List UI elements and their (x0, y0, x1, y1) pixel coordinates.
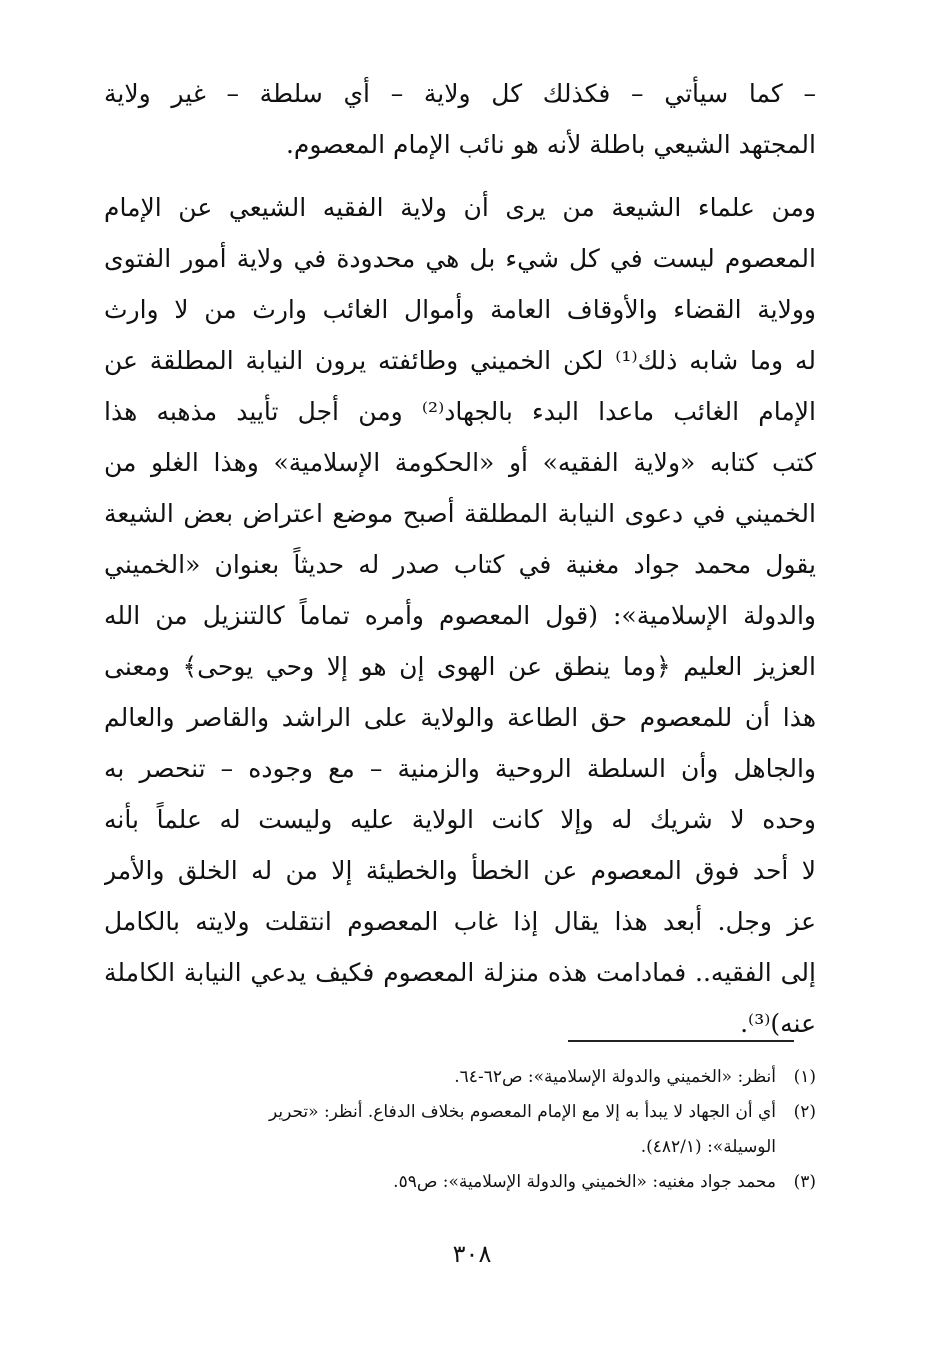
text-line: والجاهل وأن السلطة الروحية والزمنية – مع وجوده – تنحصر به (104, 754, 816, 783)
footnote-3 (104, 1165, 816, 1200)
text-line: له وما شابه ذلك⁽¹⁾ لكن الخميني وطائفته يرون النيابة المطلقة عن (104, 346, 816, 375)
footnote-2-continuation: الوسيلة»: (٤٨٢/١). (640, 1137, 776, 1157)
text-line: المعصوم ليست في كل شيء بل هي محدودة في ولاية أمور الفتوى (104, 244, 816, 273)
paragraph-2 (104, 182, 816, 1049)
footnote-1 (104, 1060, 816, 1095)
text-line: والدولة الإسلامية»: (قول المعصوم وأمره تماماً كالتنزيل من الله (104, 601, 816, 630)
text-line: الإمام الغائب ماعدا البدء بالجهاد⁽²⁾ ومن أجل تأييد مذهبه هذا (104, 397, 816, 426)
paragraph-1 (104, 68, 816, 170)
footnote-number: (٣) (793, 1172, 816, 1192)
text-line: كتب كتابه «ولاية الفقيه» أو «الحكومة الإسلامية» وهذا الغلو من (104, 448, 816, 477)
text-line: إلى الفقيه.. فمادامت هذه منزلة المعصوم فكيف يدعي النيابة الكاملة (104, 958, 816, 987)
text-line: المجتهد الشيعي باطلة لأنه هو نائب الإمام المعصوم. (285, 130, 816, 159)
footnote-text: أنظر: «الخميني والدولة الإسلامية»: ص٦٢-٦٤. (454, 1067, 776, 1087)
text-line: وولاية القضاء والأوقاف العامة وأموال الغائب وارث من لا وارث (104, 295, 816, 324)
text-line: الخميني في دعوى النيابة المطلقة أصبح موضع اعتراض بعض الشيعة (104, 499, 816, 528)
footnote-number: (٢) (793, 1102, 816, 1122)
footnote-2 (104, 1095, 816, 1130)
footnote-number: (١) (793, 1067, 816, 1087)
text-line: عنه)⁽³⁾. (740, 1009, 816, 1038)
footnote-divider (568, 1040, 794, 1042)
footnote-text: محمد جواد مغنيه: «الخميني والدولة الإسلامية»: ص٥٩. (393, 1172, 776, 1192)
footnotes (104, 1060, 816, 1200)
text-line: – كما سيأتي – فكذلك كل ولاية – أي سلطة – غير ولاية (104, 79, 816, 108)
text-line: هذا أن للمعصوم حق الطاعة والولاية على الراشد والقاصر والعالم (104, 703, 816, 732)
text-line: لا أحد فوق المعصوم عن الخطأ والخطيئة إلا من له الخلق والأمر (104, 856, 816, 885)
text-line: ومن علماء الشيعة من يرى أن ولاية الفقيه الشيعي عن الإمام (104, 193, 816, 222)
footnote-text: أي أن الجهاد لا يبدأ به إلا مع الإمام المعصوم بخلاف الدفاع. أنظر: «تحرير (268, 1102, 776, 1122)
text-line: يقول محمد جواد مغنية في كتاب صدر له حديثاً بعنوان «الخميني (104, 550, 816, 579)
text-line: العزيز العليم ﴿وما ينطق عن الهوى إن هو إلا وحي يوحى﴾ ومعنى (104, 652, 816, 681)
text-line: وحده لا شريك له وإلا كانت الولاية عليه وليست له علماً بأنه (104, 805, 816, 834)
page-number: ٣٠٨ (452, 1240, 492, 1268)
text-line: عز وجل. أبعد هذا يقال إذا غاب المعصوم انتقلت ولايته بالكامل (104, 907, 816, 936)
